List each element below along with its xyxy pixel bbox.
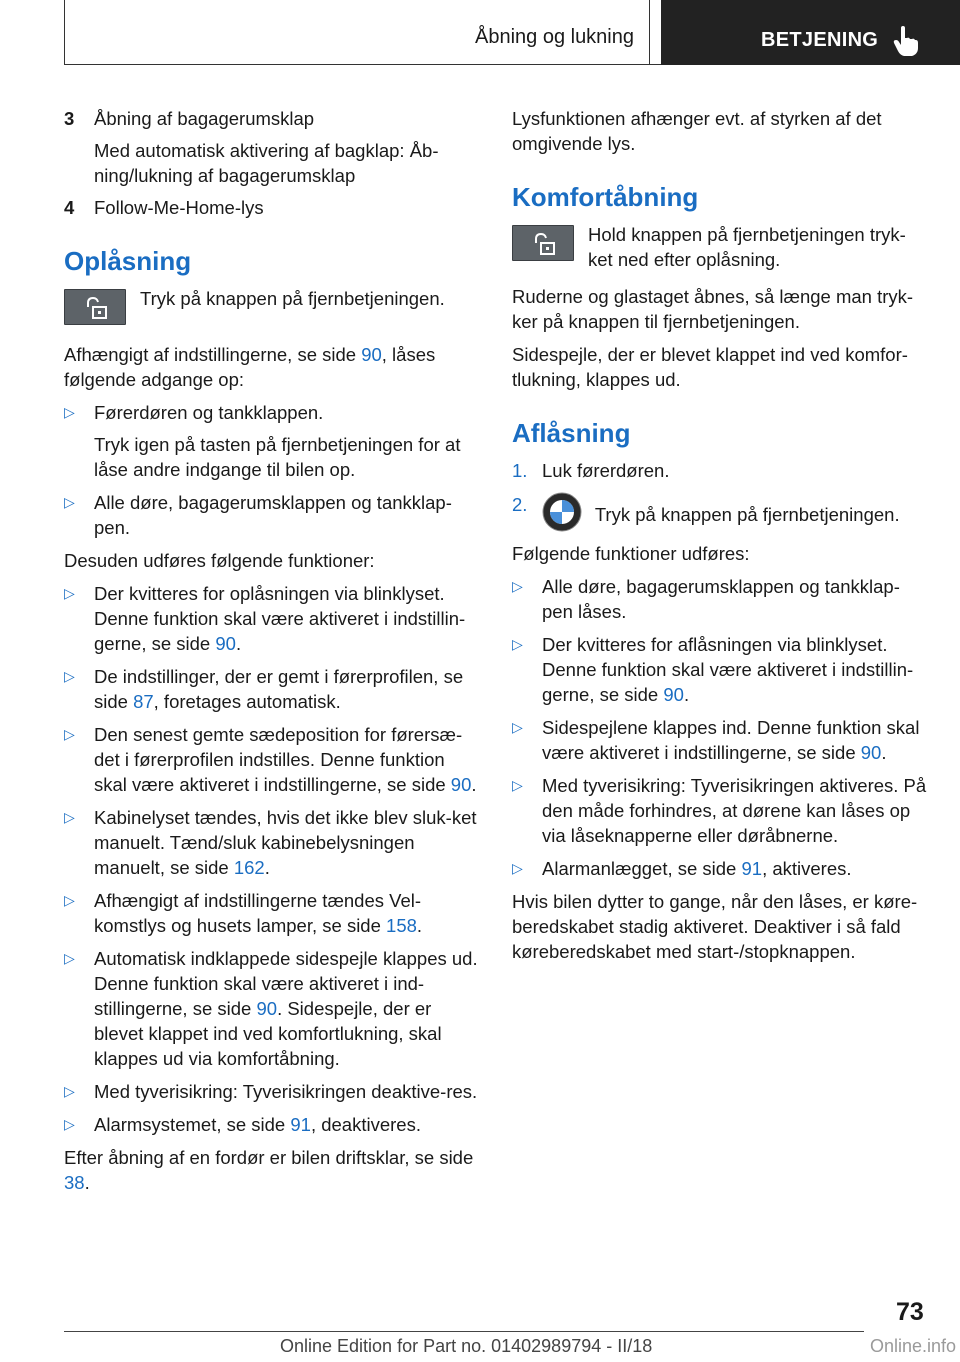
list-item: ▷ Afhængigt af indstillingerne tændes Vel‐komstlys og husets lamper, se side 158. xyxy=(64,890,423,936)
functions-intro: Desuden udføres følgende funktioner: xyxy=(64,550,375,571)
step-1: 1. Luk førerdøren. xyxy=(512,460,670,481)
page-link[interactable]: 91 xyxy=(741,858,763,879)
pointing-hand-icon xyxy=(893,26,919,56)
comfort-p1: Ruderne og glastaget åbnes, så længe man tryk‐ker på knappen til fjernbetjeningen. xyxy=(512,286,914,332)
triangle-bullet-icon: ▷ xyxy=(64,494,75,510)
page-link[interactable]: 158 xyxy=(386,915,417,936)
triangle-bullet-icon: ▷ xyxy=(64,892,75,908)
numbered-item-4 xyxy=(64,195,480,220)
page-link[interactable]: 90 xyxy=(663,684,684,705)
triangle-bullet-icon: ▷ xyxy=(512,636,523,652)
unlock-button-row xyxy=(64,286,480,330)
list-item: ▷ Førerdøren og tankklappen. Tryk igen på tasten på fjernbetjeningen for at låse andre indgange til bilen op. xyxy=(64,402,461,480)
left-column xyxy=(64,106,480,1203)
list-item: ▷ Alle døre, bagagerumsklappen og tankklap‐pen. xyxy=(64,492,452,538)
list-item: ▷ Alarmsystemet, se side 91, deaktiveres. xyxy=(64,1114,421,1135)
item-number: 4 xyxy=(64,197,75,218)
heading-komfortaabning: Komfortåbning xyxy=(512,182,699,212)
light-note: Lysfunktionen afhænger evt. af styrken af det omgivende lys. xyxy=(512,108,882,154)
section-title: Åbning og lukning xyxy=(474,26,634,48)
list-item: ▷ Der kvitteres for oplåsningen via blinklyset. Denne funktion skal være aktiveret i indstillin‐gerne, se side 90. xyxy=(64,583,466,654)
unlock-instruction: Tryk på knappen på fjernbetjeningen. xyxy=(140,288,445,309)
comfort-button-row xyxy=(512,222,928,272)
unlock-key-button xyxy=(512,225,574,261)
triangle-bullet-icon: ▷ xyxy=(64,404,75,420)
comfort-p2: Sidespejle, der er blevet klappet ind ved komfor‐tlukning, klappes ud. xyxy=(512,344,908,390)
site-watermark: Online.info xyxy=(870,1336,957,1356)
triangle-bullet-icon: ▷ xyxy=(512,860,523,876)
numbered-item-3 xyxy=(64,106,480,188)
item-number: 3 xyxy=(64,108,75,129)
item-label: Åbning af bagagerumsklap xyxy=(94,108,315,129)
page-link[interactable]: 90 xyxy=(215,633,236,654)
triangle-bullet-icon: ▷ xyxy=(64,668,75,684)
page-number: 73 xyxy=(896,1298,924,1326)
triangle-bullet-icon: ▷ xyxy=(64,726,75,742)
horn-note: Hvis bilen dytter to gange, når den låses, er køre‐beredskabet stadig aktiveret. Deaktiver i så fald køreberedskabet med start-/stopknappen. xyxy=(512,891,918,962)
triangle-bullet-icon: ▷ xyxy=(64,1083,75,1099)
list-item: ▷ Alle døre, bagagerumsklappen og tankklap‐pen låses. xyxy=(512,576,900,622)
triangle-bullet-icon: ▷ xyxy=(64,950,75,966)
list-item: ▷ Alarmanlægget, se side 91, aktiveres. xyxy=(512,858,852,879)
chapter-tab-label: BETJENING xyxy=(761,29,879,51)
list-item: ▷ Med tyverisikring: Tyverisikringen deaktive‐res. xyxy=(64,1081,478,1102)
unlock-icon xyxy=(532,232,556,256)
page-link[interactable]: 90 xyxy=(256,998,278,1019)
page-link[interactable]: 38 xyxy=(64,1172,85,1193)
page-link[interactable]: 90 xyxy=(860,742,882,763)
heading-aflaasning: Aflåsning xyxy=(512,418,631,448)
triangle-bullet-icon: ▷ xyxy=(512,777,523,793)
step-number: 1. xyxy=(512,460,528,481)
page-link[interactable]: 90 xyxy=(361,344,382,365)
step-2: 2. Tryk på knappen på fjernbetjeningen. xyxy=(512,492,928,532)
list-item: ▷ De indstillinger, der er gemt i førerprofilen, se side 87, foretages automatisk. xyxy=(64,666,464,712)
page-link[interactable]: 90 xyxy=(450,774,472,795)
unlock-key-button xyxy=(64,289,126,325)
page-link[interactable]: 162 xyxy=(233,857,265,878)
footer-rule xyxy=(64,1331,864,1332)
triangle-bullet-icon: ▷ xyxy=(64,585,75,601)
list-item: ▷ Med tyverisikring: Tyverisikringen aktiveres. På den måde forhindres, at dørene kan låses op via låseknapperne eller døråbnerne. xyxy=(512,775,927,846)
list-item: ▷ Sidespejlene klappes ind. Denne funktion skal være aktiveret i indstillingerne, se side 90. xyxy=(512,717,920,763)
triangle-bullet-icon: ▷ xyxy=(512,719,523,735)
list-item: ▷ Automatisk indklappede sidespejle klappes ud. Denne funktion skal være aktiveret i ind‐stillingerne, se side 90. Sidespejle, der er blevet klappet ind ved komfortlukning, skal klappes ud via komfortåbning. xyxy=(64,948,478,1069)
bmw-logo-icon xyxy=(542,492,582,532)
triangle-bullet-icon: ▷ xyxy=(512,578,523,594)
right-column xyxy=(512,106,928,972)
triangle-bullet-icon: ▷ xyxy=(64,809,75,825)
triangle-bullet-icon: ▷ xyxy=(64,1116,75,1132)
unlock-icon xyxy=(84,296,108,320)
item-label: Follow-Me-Home-lys xyxy=(94,197,264,218)
list-item: ▷ Kabinelyset tændes, hvis det ikke blev sluk‐ket manuelt. Tænd/sluk kabinebelysningen manuelt, se side 162. xyxy=(64,807,477,878)
edition-note: Online Edition for Part no. 01402989794 - II/18 xyxy=(280,1336,653,1356)
unlock-intro: Afhængigt af indstillingerne, se side 90, låses følgende adgange op: xyxy=(64,344,436,390)
ready-note: Efter åbning af en fordør er bilen driftsklar, se side 38. xyxy=(64,1147,474,1193)
item-detail: Med automatisk aktivering af bagklap: Åb‐ning/lukning af bagagerumsklap xyxy=(94,140,439,186)
heading-oplaasning: Oplåsning xyxy=(64,246,192,276)
lock-functions-intro: Følgende funktioner udføres: xyxy=(512,543,750,564)
comfort-instruction: Hold knappen på fjernbetjeningen tryk‐ket ned efter oplåsning. xyxy=(588,224,906,270)
step-number: 2. xyxy=(512,494,528,515)
list-item: ▷ Den senest gemte sædeposition for førersæ‐det i førerprofilen indstilles. Denne funktion skal være aktiveret i indstillingerne, se side 90. xyxy=(64,724,477,795)
page-link[interactable]: 87 xyxy=(133,691,154,712)
list-item: ▷ Der kvitteres for aflåsningen via blinklyset. Denne funktion skal være aktiveret i indstillin‐gerne, se side 90. xyxy=(512,634,914,705)
page-link[interactable]: 91 xyxy=(290,1114,311,1135)
